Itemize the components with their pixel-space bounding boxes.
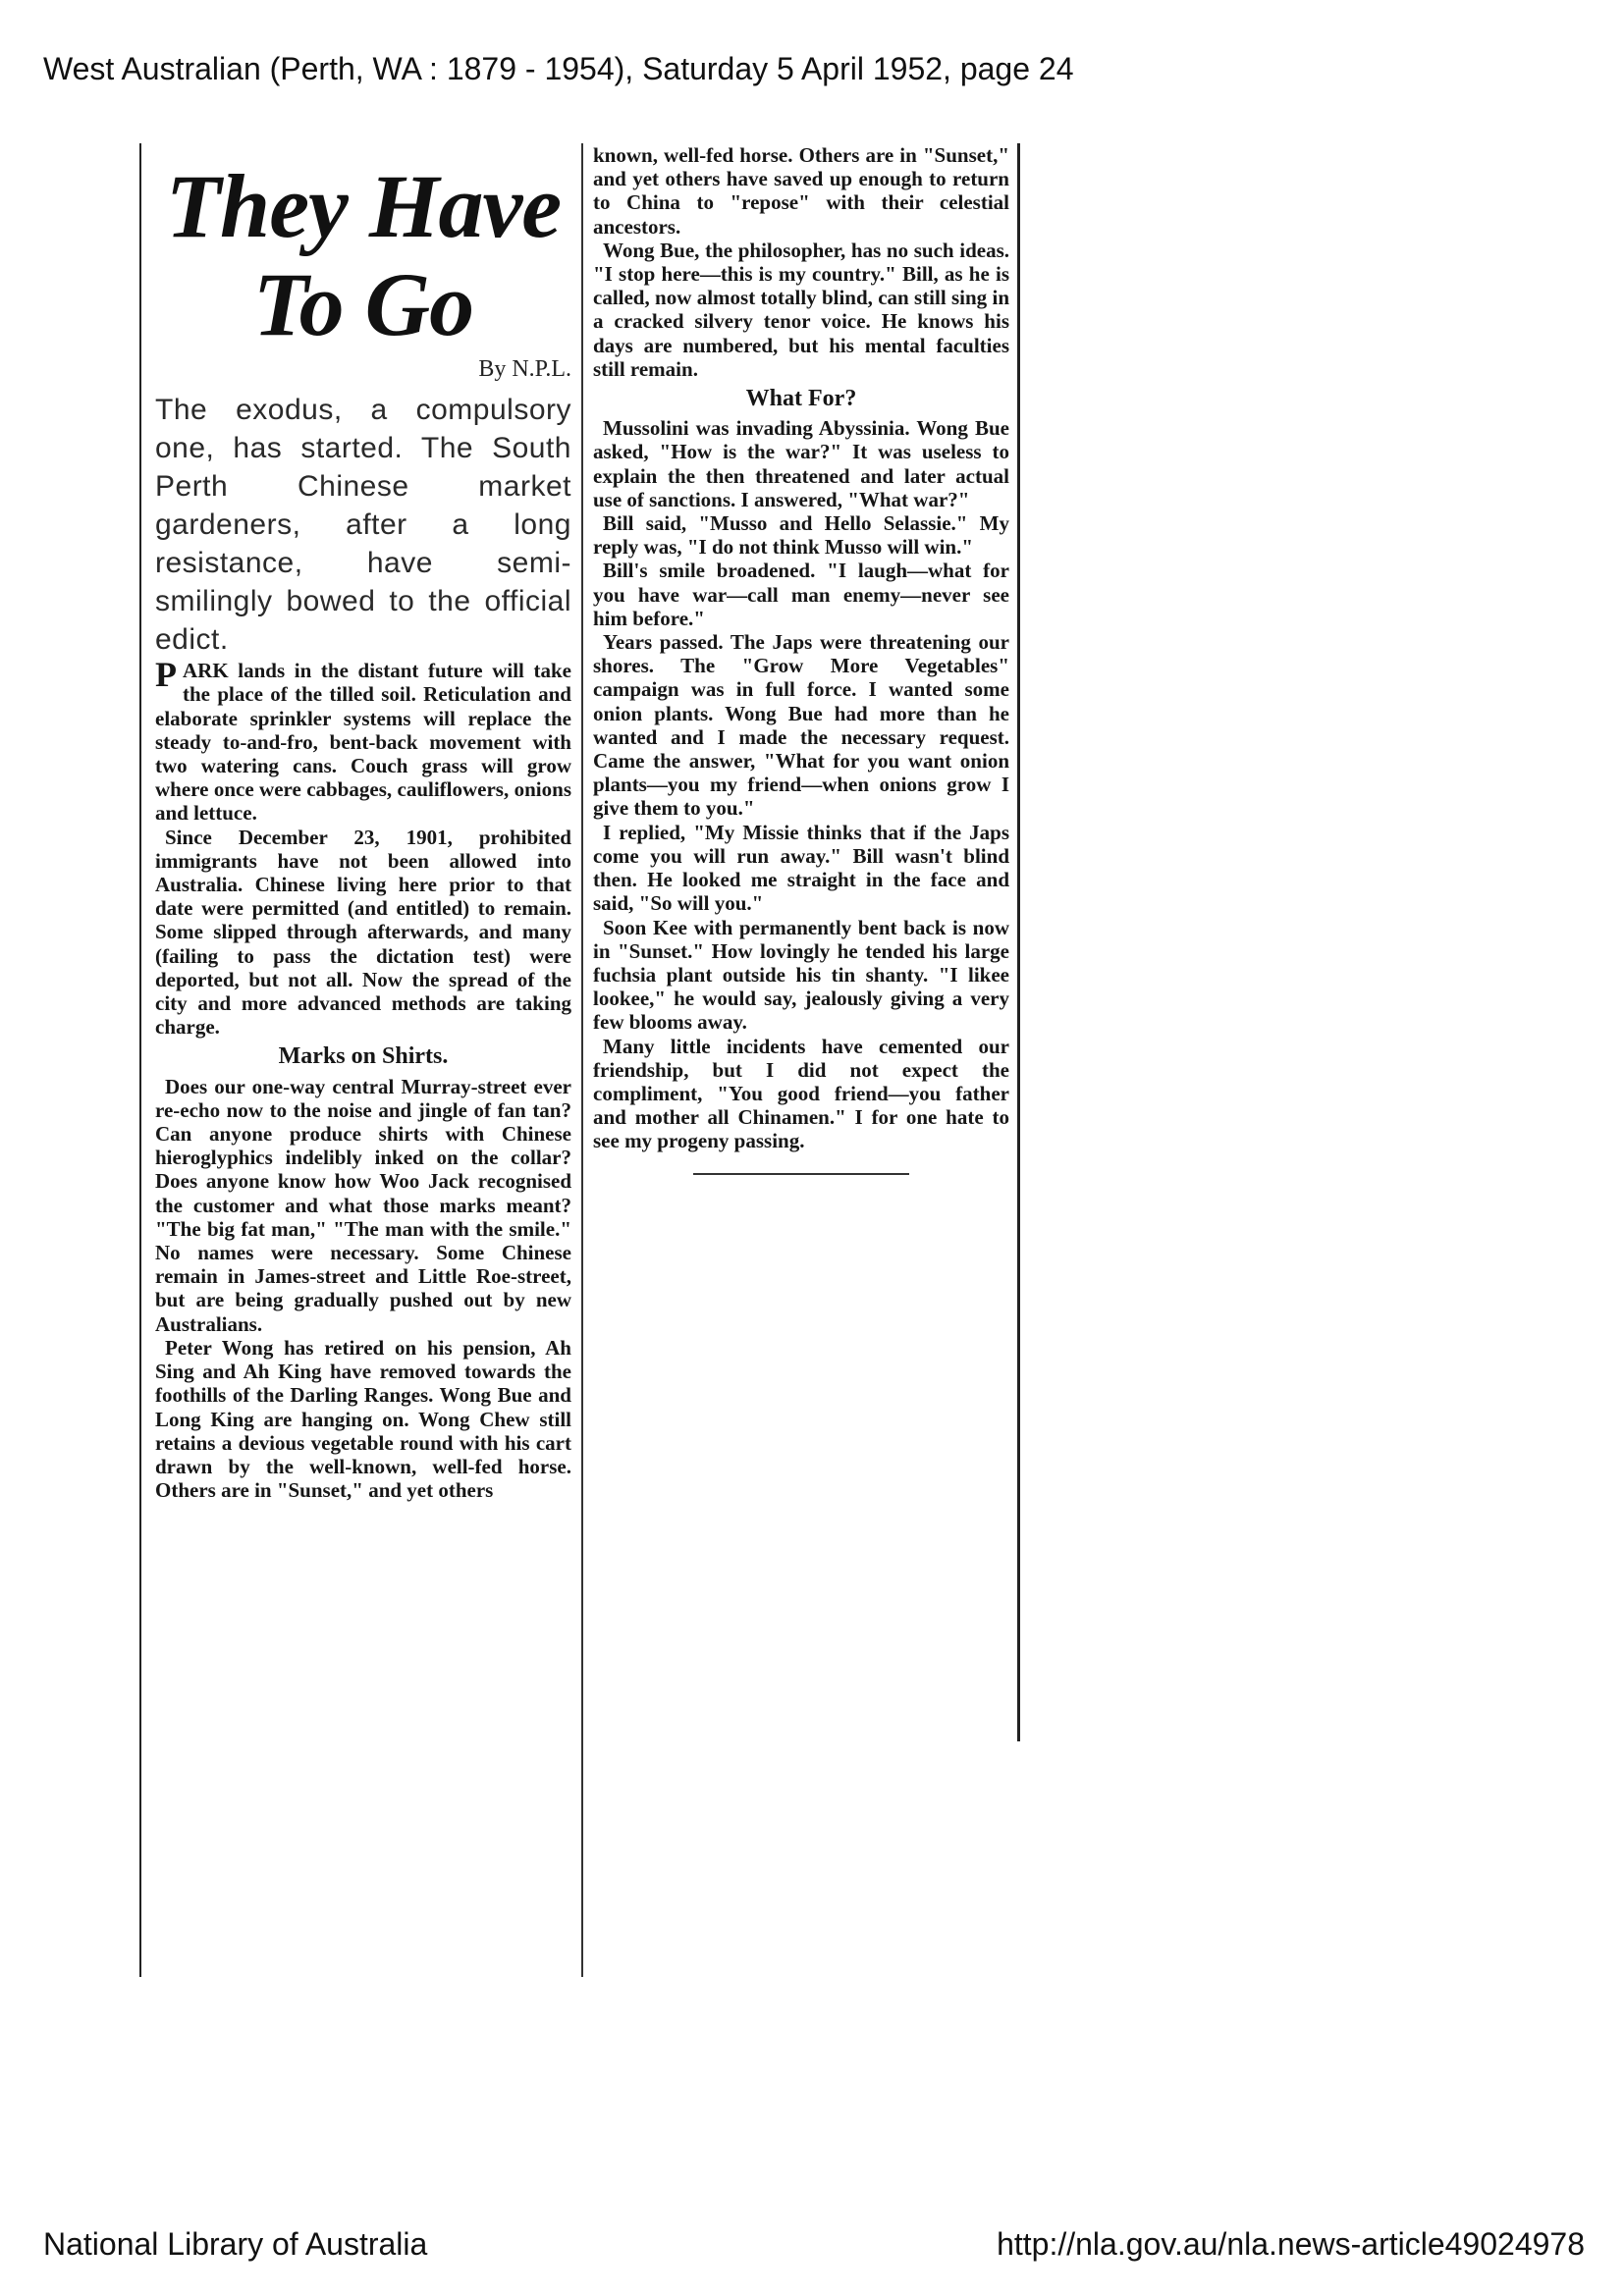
article-paragraph: Many little incidents have cemented our friendship, but I did not expect the compliment, "You good friend—you father and mother all Chinamen." I for one hate to see my progeny passing. [593,1034,1009,1153]
article-paragraph: Wong Bue, the philosopher, has no such ideas. "I stop here—this is my country." Bill, as he is called, now almost totally blind, can still sing in a cracked silvery tenor voice. He knows his days are numbered, but his mental faculties still remain. [593,238,1009,381]
article-paragraph: Soon Kee with permanently bent back is now in "Sunset." How lovingly he tended his large fuchsia plant outside his tin shanty. "I likee lookee," he would say, jealously giving a very few blooms away. [593,915,1009,1035]
article-paragraph: Bill said, "Musso and Hello Selassie." My reply was, "I do not think Musso will win." [593,511,1009,560]
article-title-line-2: To Go [252,254,474,354]
article-paragraph: Mussolini was invading Abyssinia. Wong Bue asked, "How is the war?" It was useless to explain the then threatened and later actual use of sanctions. I answered, "What war?" [593,416,1009,511]
column-rule-right [1017,143,1020,1741]
footer-article-url[interactable]: http://nla.gov.au/nla.news-article49024978 [997,2226,1585,2262]
drop-cap: P [155,655,177,695]
article-byline: By N.P.L. [478,356,571,382]
page-header: West Australian (Perth, WA : 1879 - 1954), Saturday 5 April 1952, page 24 [43,51,1074,86]
article-title [155,157,571,353]
article-paragraph [155,655,571,826]
article-paragraph: Years passed. The Japs were threatening our shores. The "Grow More Vegetables" campaign was in full force. I wanted some onion plants. Wong Bue had more than he wanted and I made the necessary request. Came the answer, "What for you want onion plants—you my friend—when onions grow I give them to you." [593,630,1009,821]
footer-library-name: National Library of Australia [43,2226,428,2262]
article-column-2 [593,143,1009,1753]
article-title-line-1: They Have [165,157,562,256]
article-paragraph: Does our one-way central Murray-street ever re-echo now to the noise and jingle of fan tan? Can anyone produce shirts with Chinese hieroglyphics indelibly inked on the collar? Does anyone know how Woo Jack recognised the customer and what those marks meant? "The big fat man," "The man with the smile." No names were necessary. Some Chinese remain in James-street and Little Roe-street, but are being gradually pushed out by new Australians. [155,1074,571,1336]
article-paragraph: I replied, "My Missie thinks that if the Japs come you will run away." Bill wasn't blind then. He looked me straight in the face and said, "So will you." [593,820,1009,916]
column-rule-left [139,143,141,1977]
article-paragraph: known, well-fed horse. Others are in "Sunset," and yet others have saved up enough to return to China to "repose" with their celestial ancestors. [593,143,1009,239]
subheading-marks-on-shirts: Marks on Shirts. [278,1043,449,1070]
column-rule-middle [581,143,583,1977]
paragraph-text: ARK lands in the distant future will take the place of the tilled soil. Reticulation and elaborate sprinkler systems will replace the steady to-and-fro, bent-back movement with two watering cans. Couch grass will grow where once were cabbages, cauliflowers, onions and lettuce. [155,659,571,826]
article-paragraph: Bill's smile broadened. "I laugh—what for you have war—call man enemy—never see him before." [593,559,1009,630]
article-intro: The exodus, a compulsory one, has started. The South Perth Chinese market gardeners, after a long resistance, have semi-smilingly bowed to the official edict. [155,394,571,657]
article-column-1 [155,157,571,1981]
article-paragraph: Peter Wong has retired on his pension, Ah Sing and Ah King have removed towards the foothills of the Darling Ranges. Wong Bue and Long King are hanging on. Wong Chew still retains a devious vegetable round with his cart drawn by the well-known, well-fed horse. Others are in "Sunset," and yet others [155,1335,571,1503]
subheading-what-for: What For? [745,386,857,412]
article-paragraph: Since December 23, 1901, prohibited immigrants have not been allowed into Australia. Chinese living here prior to that date were permitted (and entitled) to remain. Some slipped through afterwards, and many (failing to pass the dictation test) were deported, but not all. Now the spread of the city and more advanced methods are taking charge. [155,825,571,1040]
article-end-rule [693,1173,909,1175]
